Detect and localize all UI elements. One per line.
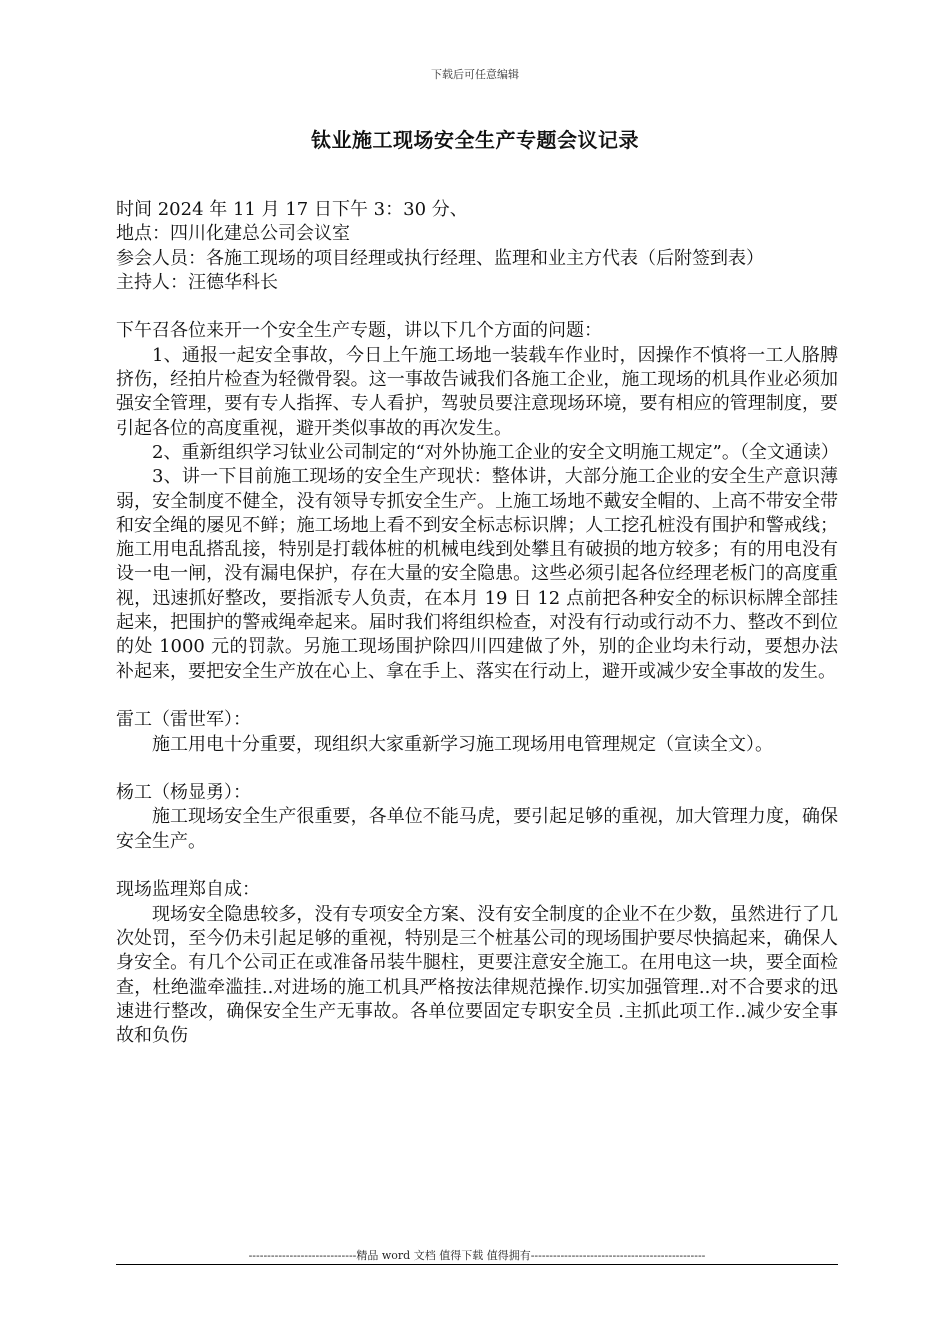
speaker-speech: 施工现场安全生产很重要，各单位不能马虎，要引起足够的重视，加大管理力度，确保安全生产。 [116, 806, 838, 852]
meeting-time: 时间 2024 年 11 月 17 日下午 3：30 分、 [116, 199, 468, 220]
meeting-host: 主持人：汪德华科长 [116, 271, 278, 293]
meeting-location: 地点：四川化建总公司会议室 [116, 223, 350, 245]
document-title: 钛业施工现场安全生产专题会议记录 [311, 128, 639, 152]
speaker-speech: 施工用电十分重要，现组织大家重新学习施工现场用电管理规定（宣读全文）。 [152, 733, 773, 755]
meeting-attendees: 参会人员：各施工现场的项目经理或执行经理、监理和业主方代表（后附签到表） [116, 247, 764, 269]
speaker-name: 现场监理郑自成： [116, 879, 260, 901]
host-item-2: 2、重新组织学习钛业公司制定的“对外协施工企业的安全文明施工规定”。（全文通读） [152, 441, 839, 463]
speaker-name: 雷工（雷世军）： [116, 709, 251, 731]
speaker-name: 杨工（杨显勇）： [116, 782, 251, 804]
header-note: 下载后可任意编辑 [431, 68, 519, 81]
paragraph-gap [116, 854, 838, 878]
paragraph-gap [116, 757, 838, 781]
paragraph-gap [116, 684, 838, 708]
speaker-speech: 现场安全隐患较多，没有专项安全方案、没有安全制度的企业不在少数，虽然进行了几次处罚，至今仍未引起足够的重视，特别是三个桩基公司的现场围护要尽快搞起来，确保人身安全。有几个公司正在或准备吊装牛腿柱，更要注意安全施工。在用电这一块，要全面检查，杜绝滥牵滥挂..对进场的施工机具严格按法律规范操作.切实加强管理..对不合要求的迅速进行整改，确保安全生产无事故。各单位要固定专职安全员 .主抓此项工作..减少安全事故和负伤 [116, 903, 838, 1047]
document-body [116, 198, 838, 1048]
footer-note: -----------------------------精品 word 文档 值得下载 值得拥有----------------------------------------------- [248, 1249, 706, 1262]
host-intro: 下午召各位来开一个安全生产专题，讲以下几个方面的问题： [116, 320, 602, 342]
host-item-1: 1、通报一起安全事故，今日上午施工场地一装载车作业时，因操作不慎将一工人胳膊挤伤，经拍片检查为轻微骨裂。这一事故告诫我们各施工企业，施工现场的机具作业必须加强安全管理，要有专人指挥、专人看护，驾驶员要注意现场环境，要有相应的管理制度，要引起各位的高度重视，避开类似事故的再次发生。 [116, 344, 838, 439]
host-item-3: 3、讲一下目前施工现场的安全生产现状：整体讲，大部分施工企业的安全生产意识薄弱，安全制度不健全，没有领导专抓安全生产。上施工场地不戴安全帽的、上高不带安全带和安全绳的屡见不鲜；施工场地上看不到安全标志标识牌；人工挖孔桩没有围护和警戒线；施工用电乱搭乱接，特别是打载体桩的机械电线到处攀且有破损的地方较多；有的用电没有设一电一闸，没有漏电保护，存在大量的安全隐患。这些必须引起各位经理老板门的高度重视，迅速抓好整改，要指派专人负责，在本月 19 日 12 点前把各种安全的标识标牌全部挂起来，把围护的警戒绳牵起来。届时我们将组织检查，对没有行动或行动不力、整改不到位的处 1000 元的罚款。另施工现场围护除四川四建做了外，别的企业均未行动，要想办法补起来，要把安全生产放在心上、拿在手上、落实在行动上，避开或减少安全事故的发生。 [116, 466, 838, 682]
paragraph-gap [116, 295, 838, 319]
footer-divider [116, 1264, 838, 1265]
